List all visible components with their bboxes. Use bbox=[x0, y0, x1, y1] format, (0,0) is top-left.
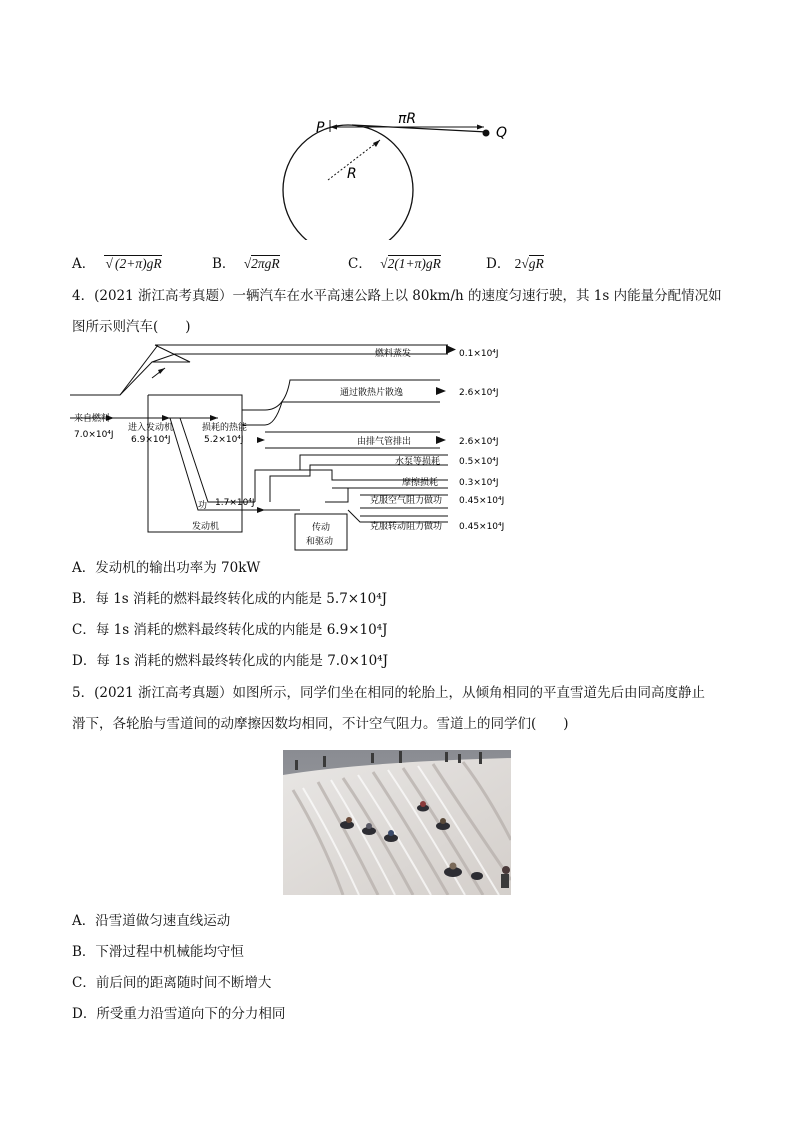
friction-label: 摩擦损耗 bbox=[402, 478, 439, 488]
q3-option-a: A． √ (2+π)gR bbox=[72, 256, 162, 272]
transmission-label-2: 和驱动 bbox=[306, 537, 334, 547]
straight-track bbox=[352, 125, 487, 132]
snow-slope-photo bbox=[283, 750, 511, 895]
q5-option-c: C．前后间的距离随时间不断增大 bbox=[72, 975, 272, 991]
q5-stem-line2: 滑下，各轮胎与雪道间的动摩擦因数均相同，不计空气阻力。雪道上的同学们( ) bbox=[72, 716, 569, 732]
from-fuel-label: 来自燃料 bbox=[74, 414, 111, 424]
q5-stem-line1: 5．(2021 浙江高考真题）如图所示，同学们坐在相同的轮胎上，从倾角相同的平直雪道先后由同高度静止 bbox=[72, 685, 706, 701]
exhaust-label: 由排气管排出 bbox=[357, 437, 412, 447]
point-q-dot bbox=[483, 130, 490, 137]
q5-option-d: D．所受重力沿雪道向下的分力相同 bbox=[72, 1006, 286, 1022]
pump-label: 水泵等损耗 bbox=[395, 457, 441, 467]
radiator-value: 2.6×10⁴J bbox=[459, 388, 499, 398]
q3-option-c: C． √2(1+π)gR bbox=[348, 256, 441, 272]
q4-option-d: D．每 1s 消耗的燃料最终转化成的内能是 7.0×10⁴J bbox=[72, 653, 388, 669]
engine-label: 发动机 bbox=[192, 522, 220, 532]
label-p: P bbox=[316, 120, 325, 136]
transmission-label-1: 传动 bbox=[312, 523, 331, 533]
label-r: R bbox=[347, 166, 357, 182]
work-value: 1.7×10⁴J bbox=[215, 498, 255, 508]
q4-stem-line2: 图所示则汽车( ) bbox=[72, 319, 191, 335]
evaporation-value: 0.1×10⁴J bbox=[459, 349, 499, 359]
rolling-resistance-value: 0.45×10⁴J bbox=[459, 522, 505, 532]
evaporation-label: 燃料蒸发 bbox=[375, 349, 412, 359]
air-resistance-value: 0.45×10⁴J bbox=[459, 496, 505, 506]
heat-loss-label: 损耗的热能 bbox=[202, 423, 248, 433]
into-engine-value: 6.9×10⁴J bbox=[131, 435, 171, 445]
radiator-label: 通过散热片散逸 bbox=[340, 388, 404, 398]
energy-flow-diagram bbox=[70, 340, 520, 552]
into-engine-label: 进入发动机 bbox=[128, 423, 174, 433]
label-pir: πR bbox=[398, 111, 417, 127]
q4-option-b: B．每 1s 消耗的燃料最终转化成的内能是 5.7×10⁴J bbox=[72, 591, 388, 607]
q3-option-b: B． √2πgR bbox=[212, 256, 280, 272]
air-resistance-label: 克服空气阻力做功 bbox=[370, 496, 443, 506]
work-label: 功 bbox=[198, 501, 208, 511]
friction-value: 0.3×10⁴J bbox=[459, 478, 499, 488]
circle-track bbox=[283, 125, 413, 240]
from-fuel-value: 7.0×10⁴J bbox=[74, 430, 114, 440]
rolling-resistance-label: 克服转动阻力做功 bbox=[370, 522, 443, 532]
pump-value: 0.5×10⁴J bbox=[459, 457, 499, 467]
label-q: Q bbox=[496, 125, 508, 141]
q5-option-a: A．沿雪道做匀速直线运动 bbox=[72, 913, 231, 929]
exhaust-value: 2.6×10⁴J bbox=[459, 437, 499, 447]
q3-option-d: D． 2√gR bbox=[486, 256, 544, 272]
q4-option-a: A．发动机的输出功率为 70kW bbox=[72, 560, 261, 576]
heat-loss-value: 5.2×10⁴J bbox=[204, 435, 244, 445]
q4-stem-line1: 4．(2021 浙江高考真题）一辆汽车在水平高速公路上以 80km/h 的速度匀速行驶，其 1s 内能量分配情况如 bbox=[72, 288, 722, 304]
circle-track-figure bbox=[270, 110, 530, 240]
q5-option-b: B．下滑过程中机械能均守恒 bbox=[72, 944, 244, 960]
q4-option-c: C．每 1s 消耗的燃料最终转化成的内能是 6.9×10⁴J bbox=[72, 622, 388, 638]
